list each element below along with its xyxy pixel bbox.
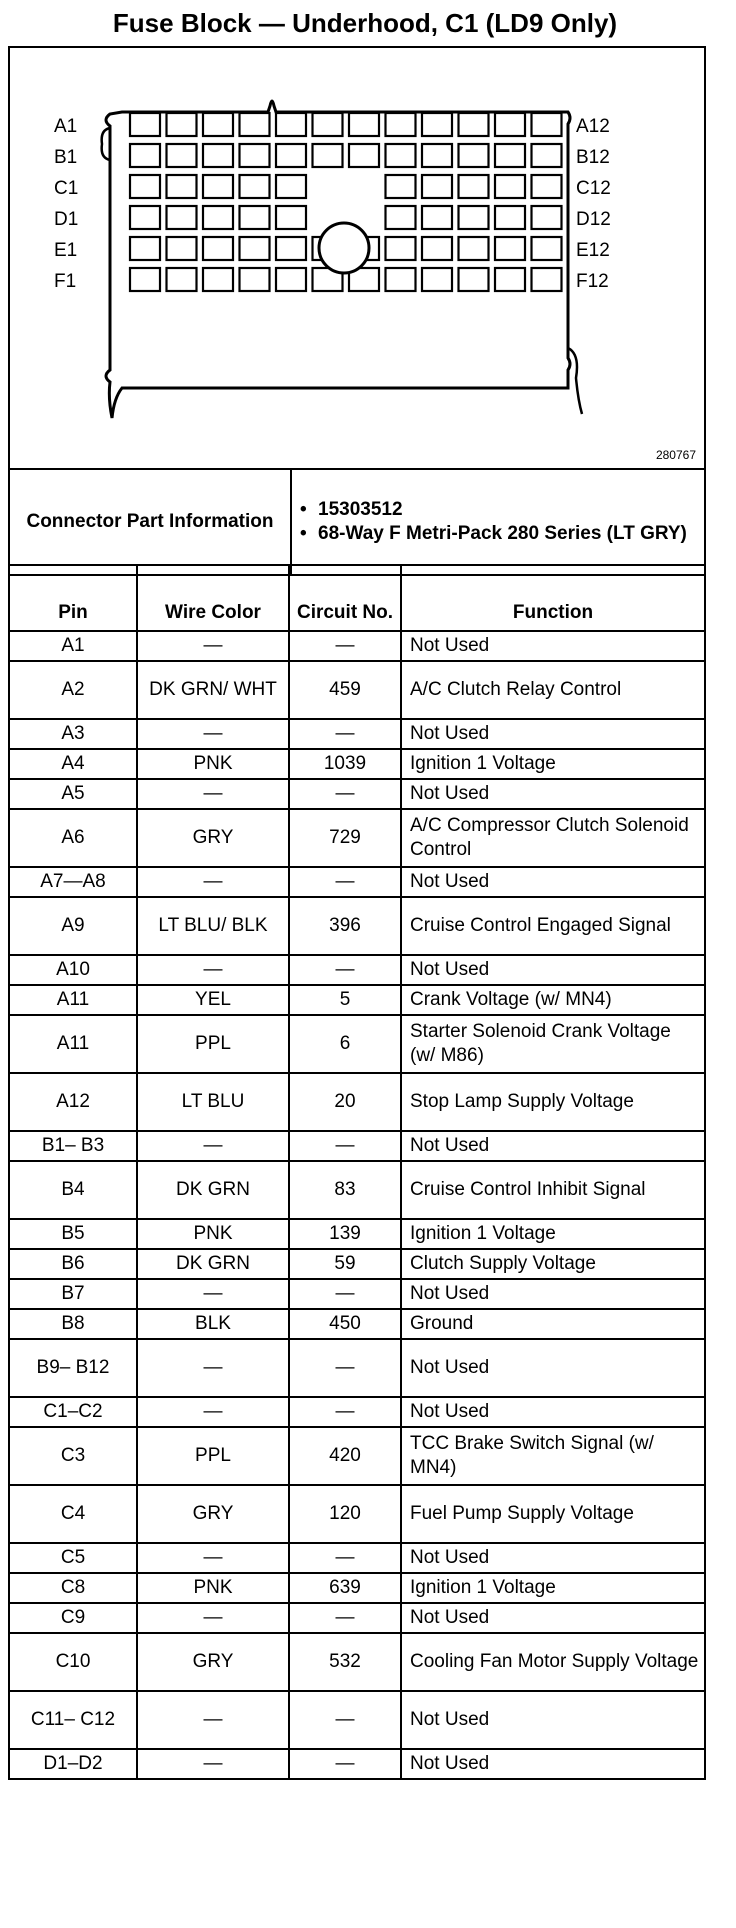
cell-function: Not Used — [401, 1749, 705, 1779]
cell-color: — — [137, 867, 289, 897]
cell-function: Not Used — [401, 1279, 705, 1309]
cavity — [240, 237, 270, 260]
table-row — [9, 749, 705, 779]
cavity — [130, 206, 160, 229]
table-row — [9, 1161, 705, 1219]
cell-function: TCC Brake Switch Signal (w/ MN4) — [401, 1427, 705, 1485]
cell-color: BLK — [137, 1309, 289, 1339]
cavity — [276, 237, 306, 260]
pin-table-body — [9, 631, 705, 1779]
table-row — [9, 631, 705, 661]
row-label-left: D1 — [54, 209, 79, 230]
connector-diagram — [10, 48, 704, 468]
cavity — [240, 206, 270, 229]
table-row — [9, 1543, 705, 1573]
cell-pin: D1–D2 — [9, 1749, 137, 1779]
cell-pin: A12 — [9, 1073, 137, 1131]
cell-pin: B6 — [9, 1249, 137, 1279]
cell-pin: B4 — [9, 1161, 137, 1219]
cavity — [495, 268, 525, 291]
cavity — [495, 237, 525, 260]
cell-circuit: — — [289, 1691, 401, 1749]
table-row — [9, 1691, 705, 1749]
cell-pin: C5 — [9, 1543, 137, 1573]
cell-circuit: — — [289, 1397, 401, 1427]
cell-pin: A4 — [9, 749, 137, 779]
cell-pin: C9 — [9, 1603, 137, 1633]
table-row — [9, 1073, 705, 1131]
cell-color: DK GRN/ WHT — [137, 661, 289, 719]
cell-circuit: — — [289, 867, 401, 897]
cell-color: YEL — [137, 985, 289, 1015]
connector-info-label: Connector Part Information — [9, 469, 291, 575]
cell-color: — — [137, 719, 289, 749]
connector-description: • 68-Way F Metri-Pack 280 Series (LT GRY) — [300, 523, 687, 544]
table-row — [9, 1279, 705, 1309]
cavity — [459, 113, 489, 136]
cell-function: A/C Clutch Relay Control — [401, 661, 705, 719]
cell-pin: B5 — [9, 1219, 137, 1249]
table-row — [9, 1749, 705, 1779]
cell-color: — — [137, 631, 289, 661]
cavity — [313, 144, 343, 167]
cell-function: Ignition 1 Voltage — [401, 1219, 705, 1249]
cell-circuit: 59 — [289, 1249, 401, 1279]
cell-pin: A11 — [9, 985, 137, 1015]
cell-color: — — [137, 779, 289, 809]
cavity — [276, 144, 306, 167]
column-header-pin: Pin — [9, 565, 137, 631]
cell-color: LT BLU — [137, 1073, 289, 1131]
cavity — [203, 268, 233, 291]
cell-function: A/C Compressor Clutch Solenoid Control — [401, 809, 705, 867]
cavity — [130, 113, 160, 136]
cell-pin: C8 — [9, 1573, 137, 1603]
cell-pin: A5 — [9, 779, 137, 809]
cell-pin: A1 — [9, 631, 137, 661]
cell-circuit: 20 — [289, 1073, 401, 1131]
figure-id: 280767 — [655, 448, 696, 462]
cell-pin: A10 — [9, 955, 137, 985]
cavity — [167, 113, 197, 136]
cell-pin: C10 — [9, 1633, 137, 1691]
cavity — [532, 268, 562, 291]
table-row — [9, 1339, 705, 1397]
cell-color: GRY — [137, 1633, 289, 1691]
page-title: Fuse Block — Underhood, C1 (LD9 Only) — [112, 8, 618, 38]
cavity — [386, 237, 416, 260]
cell-function: Ignition 1 Voltage — [401, 1573, 705, 1603]
cavity — [130, 144, 160, 167]
cell-function: Not Used — [401, 1603, 705, 1633]
cavity — [203, 237, 233, 260]
cavity — [167, 206, 197, 229]
cell-circuit: 1039 — [289, 749, 401, 779]
cavity — [422, 175, 452, 198]
cell-function: Starter Solenoid Crank Voltage (w/ M86) — [401, 1015, 705, 1073]
cell-circuit: 120 — [289, 1485, 401, 1543]
cavity — [167, 144, 197, 167]
right-latch — [568, 348, 582, 414]
cell-color: PNK — [137, 749, 289, 779]
cell-function: Not Used — [401, 631, 705, 661]
cavity — [240, 144, 270, 167]
cavity — [203, 206, 233, 229]
cell-function: Not Used — [401, 719, 705, 749]
cell-color: — — [137, 1603, 289, 1633]
cavity — [130, 268, 160, 291]
cell-color: LT BLU/ BLK — [137, 897, 289, 955]
cell-circuit: 139 — [289, 1219, 401, 1249]
cell-color: — — [137, 1691, 289, 1749]
row-label-left: A1 — [54, 116, 78, 137]
table-row — [9, 1219, 705, 1249]
cell-pin: B9– B12 — [9, 1339, 137, 1397]
cell-circuit: 459 — [289, 661, 401, 719]
table-row — [9, 1309, 705, 1339]
table-row — [9, 1485, 705, 1543]
table-row — [9, 661, 705, 719]
cavity — [459, 268, 489, 291]
cell-color: PPL — [137, 1427, 289, 1485]
center-keyway-hole — [319, 223, 369, 273]
cell-circuit: 729 — [289, 809, 401, 867]
cell-function: Stop Lamp Supply Voltage — [401, 1073, 705, 1131]
cavity — [130, 175, 160, 198]
row-label-left: C1 — [54, 178, 79, 199]
cavity — [167, 175, 197, 198]
row-label-right: C12 — [576, 178, 611, 199]
cavity — [495, 113, 525, 136]
cell-circuit: — — [289, 1131, 401, 1161]
cell-circuit: 450 — [289, 1309, 401, 1339]
table-row — [9, 809, 705, 867]
connector-info-values — [291, 469, 705, 575]
cell-circuit: 6 — [289, 1015, 401, 1073]
cavity — [276, 113, 306, 136]
cell-circuit: — — [289, 955, 401, 985]
table-row — [9, 867, 705, 897]
connector-figure — [8, 46, 706, 470]
cell-color: — — [137, 1397, 289, 1427]
cell-color: — — [137, 1543, 289, 1573]
cell-circuit: 639 — [289, 1573, 401, 1603]
cell-pin: A9 — [9, 897, 137, 955]
cell-circuit: — — [289, 1603, 401, 1633]
cavity — [459, 206, 489, 229]
table-row — [9, 1249, 705, 1279]
cell-function: Cooling Fan Motor Supply Voltage — [401, 1633, 705, 1691]
cavity — [240, 113, 270, 136]
cell-function: Not Used — [401, 955, 705, 985]
cell-function: Not Used — [401, 867, 705, 897]
cell-pin: A7—A8 — [9, 867, 137, 897]
cell-function: Crank Voltage (w/ MN4) — [401, 985, 705, 1015]
table-row — [9, 1015, 705, 1073]
cell-function: Ignition 1 Voltage — [401, 749, 705, 779]
table-row — [9, 1397, 705, 1427]
cell-pin: C3 — [9, 1427, 137, 1485]
row-label-left: F1 — [54, 271, 77, 292]
cell-function: Not Used — [401, 1397, 705, 1427]
cell-function: Clutch Supply Voltage — [401, 1249, 705, 1279]
cell-circuit: 396 — [289, 897, 401, 955]
cavity — [386, 268, 416, 291]
cell-color: — — [137, 955, 289, 985]
cell-color: PNK — [137, 1219, 289, 1249]
cavity — [386, 175, 416, 198]
cavity — [422, 144, 452, 167]
cell-function: Not Used — [401, 1131, 705, 1161]
cell-circuit: — — [289, 1543, 401, 1573]
cell-color: — — [137, 1749, 289, 1779]
cell-color: GRY — [137, 809, 289, 867]
cell-function: Not Used — [401, 1691, 705, 1749]
cell-color: — — [137, 1279, 289, 1309]
cell-pin: B8 — [9, 1309, 137, 1339]
cavity — [203, 113, 233, 136]
cell-circuit: — — [289, 779, 401, 809]
cavity — [532, 144, 562, 167]
cavity — [313, 113, 343, 136]
connector-info-table — [8, 468, 706, 576]
cell-function: Fuel Pump Supply Voltage — [401, 1485, 705, 1543]
table-row — [9, 1427, 705, 1485]
cell-circuit: 532 — [289, 1633, 401, 1691]
cell-pin: A2 — [9, 661, 137, 719]
cell-pin: C11– C12 — [9, 1691, 137, 1749]
cavity — [459, 144, 489, 167]
row-label-right: A12 — [576, 116, 610, 137]
cavity — [532, 237, 562, 260]
cell-function: Not Used — [401, 1543, 705, 1573]
pin-table — [8, 564, 706, 1780]
table-row — [9, 719, 705, 749]
cavity — [495, 144, 525, 167]
cavity — [276, 175, 306, 198]
row-label-right: E12 — [576, 240, 610, 261]
cell-color: DK GRN — [137, 1249, 289, 1279]
table-row — [9, 985, 705, 1015]
column-header-circuit-no: Circuit No. — [289, 565, 401, 631]
table-row — [9, 955, 705, 985]
cell-circuit: 420 — [289, 1427, 401, 1485]
row-label-right: D12 — [576, 209, 611, 230]
cell-color: — — [137, 1131, 289, 1161]
cell-circuit: — — [289, 1339, 401, 1397]
column-header-function: Function — [401, 565, 705, 631]
cavity — [167, 268, 197, 291]
cavity — [422, 268, 452, 291]
cavity — [532, 206, 562, 229]
table-row — [9, 897, 705, 955]
cavity — [240, 268, 270, 291]
cell-circuit: — — [289, 1749, 401, 1779]
cell-function: Not Used — [401, 1339, 705, 1397]
cell-pin: A6 — [9, 809, 137, 867]
table-row — [9, 1603, 705, 1633]
cavity — [167, 237, 197, 260]
connector-part-number: • 15303512 — [300, 499, 403, 520]
cavity — [532, 113, 562, 136]
cavity — [349, 144, 379, 167]
table-row — [9, 1633, 705, 1691]
table-row — [9, 779, 705, 809]
cavity — [203, 144, 233, 167]
cell-color: PNK — [137, 1573, 289, 1603]
cell-color: GRY — [137, 1485, 289, 1543]
cavity — [422, 237, 452, 260]
cavity — [459, 237, 489, 260]
cell-function: Ground — [401, 1309, 705, 1339]
cell-circuit: — — [289, 1279, 401, 1309]
table-row — [9, 1131, 705, 1161]
cavity — [276, 268, 306, 291]
cell-function: Cruise Control Engaged Signal — [401, 897, 705, 955]
cell-function: Cruise Control Inhibit Signal — [401, 1161, 705, 1219]
cavity — [349, 113, 379, 136]
row-label-left: B1 — [54, 147, 78, 168]
cell-circuit: — — [289, 631, 401, 661]
cavity — [240, 175, 270, 198]
cell-pin: A3 — [9, 719, 137, 749]
cell-circuit: 83 — [289, 1161, 401, 1219]
cavity — [386, 113, 416, 136]
table-row — [9, 1573, 705, 1603]
cell-function: Not Used — [401, 779, 705, 809]
cavity — [495, 206, 525, 229]
cell-circuit: — — [289, 719, 401, 749]
row-label-left: E1 — [54, 240, 78, 261]
cell-color: DK GRN — [137, 1161, 289, 1219]
column-header-wire-color: Wire Color — [137, 565, 289, 631]
cavity — [203, 175, 233, 198]
cavity — [386, 144, 416, 167]
row-label-right: B12 — [576, 147, 610, 168]
cell-color: — — [137, 1339, 289, 1397]
cavity — [276, 206, 306, 229]
cell-pin: A11 — [9, 1015, 137, 1073]
cavity — [532, 175, 562, 198]
cell-pin: B1– B3 — [9, 1131, 137, 1161]
cell-pin: B7 — [9, 1279, 137, 1309]
cell-circuit: 5 — [289, 985, 401, 1015]
cavity — [422, 113, 452, 136]
cavity — [459, 175, 489, 198]
cavity — [130, 237, 160, 260]
cell-pin: C4 — [9, 1485, 137, 1543]
cavity — [386, 206, 416, 229]
cavity — [495, 175, 525, 198]
row-label-right: F12 — [576, 271, 609, 292]
cell-pin: C1–C2 — [9, 1397, 137, 1427]
cell-color: PPL — [137, 1015, 289, 1073]
cavity — [422, 206, 452, 229]
